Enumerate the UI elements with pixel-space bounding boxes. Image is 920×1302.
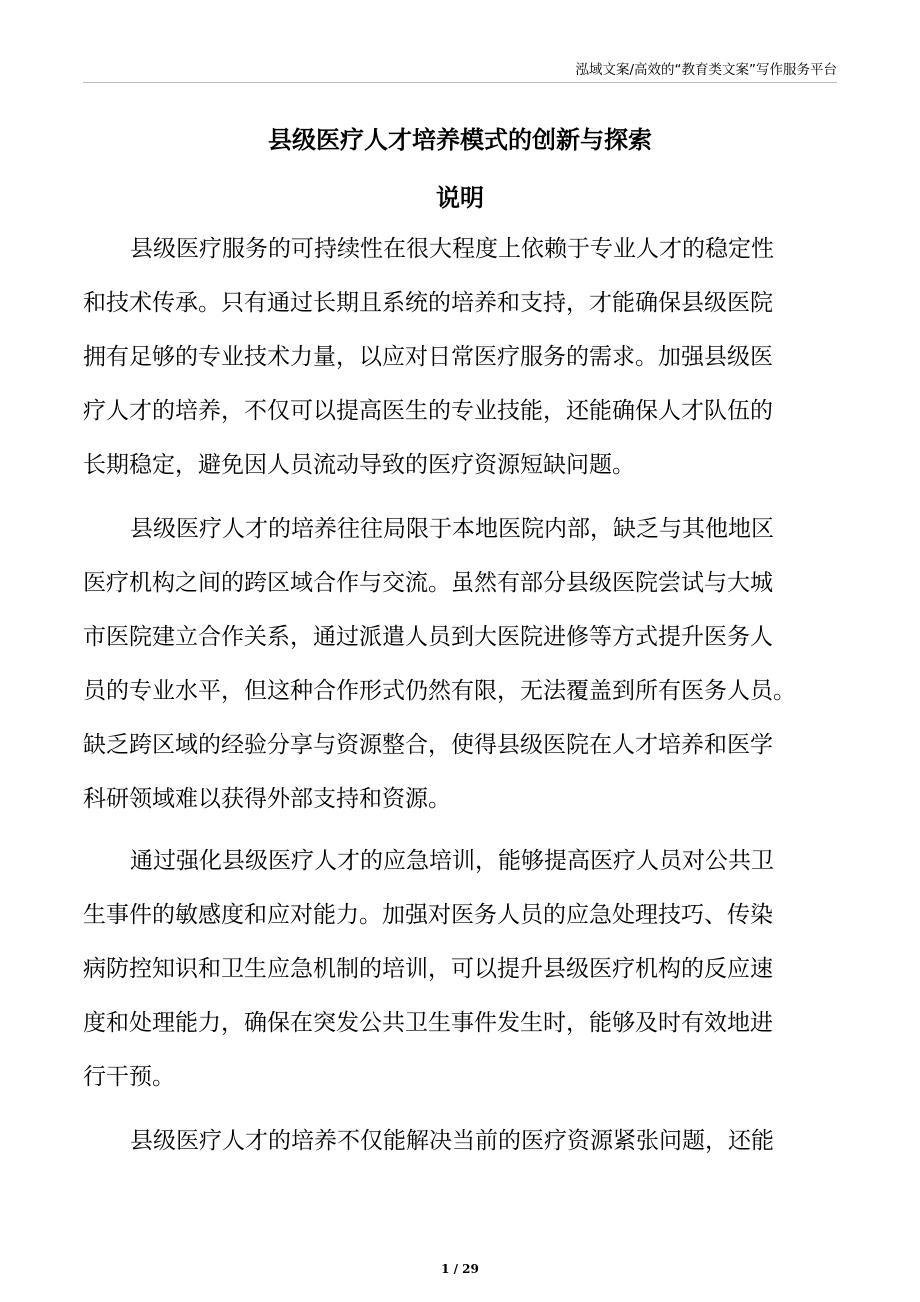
paragraph-line: 县级医疗服务的可持续性在很大程度上依赖于专业人才的稳定性 — [130, 236, 774, 262]
paragraph-4 — [83, 1114, 843, 1168]
header-divider — [83, 82, 837, 83]
paragraph-line: 疗人才的培养，不仅可以提高医生的专业技能，还能确保人才队伍的 — [83, 398, 773, 424]
paragraph-line: 病防控知识和卫生应急机制的培训，可以提升县级医疗机构的反应速 — [83, 956, 773, 982]
paragraph-line: 县级医疗人才的培养不仅能解决当前的医疗资源紧张问题，还能 — [130, 1128, 774, 1154]
paragraph-line: 通过强化县级医疗人才的应急培训，能够提高医疗人员对公共卫 — [130, 848, 774, 874]
paragraph-line: 度和处理能力，确保在突发公共卫生事件发生时，能够及时有效地进 — [83, 1010, 773, 1036]
paragraph-1 — [83, 222, 843, 492]
page-number: 1 / 29 — [441, 1262, 479, 1276]
paragraph-line: 拥有足够的专业技术力量，以应对日常医疗服务的需求。加强县级医 — [83, 344, 773, 370]
paragraph-line: 县级医疗人才的培养往往局限于本地医院内部，缺乏与其他地区 — [130, 516, 774, 542]
paragraph-line: 市医院建立合作关系，通过派遣人员到大医院进修等方式提升医务人 — [83, 624, 773, 650]
document-title: 县级医疗人才培养模式的创新与探索 — [268, 126, 652, 154]
paragraph-2 — [83, 502, 843, 826]
document-subtitle: 说明 — [436, 184, 484, 212]
paragraph-3 — [83, 834, 843, 1104]
paragraph-line: 员的专业水平，但这种合作形式仍然有限，无法覆盖到所有医务人员。 — [83, 678, 796, 704]
paragraph-line: 生事件的敏感度和应对能力。加强对医务人员的应急处理技巧、传染 — [83, 902, 773, 928]
paragraph-line: 和技术传承。只有通过长期且系统的培养和支持，才能确保县级医院 — [83, 290, 773, 316]
paragraph-line: 医疗机构之间的跨区域合作与交流。虽然有部分县级医院尝试与大城 — [83, 570, 773, 596]
page-header-text: 泓域文案/高效的“教育类文案”写作服务平台 — [575, 62, 837, 78]
paragraph-line: 科研领域难以获得外部支持和资源。 — [83, 786, 451, 812]
paragraph-line: 缺乏跨区域的经验分享与资源整合，使得县级医院在人才培养和医学 — [83, 732, 773, 758]
paragraph-line: 长期稳定，避免因人员流动导致的医疗资源短缺问题。 — [83, 452, 635, 478]
paragraph-line: 行干预。 — [83, 1064, 175, 1090]
